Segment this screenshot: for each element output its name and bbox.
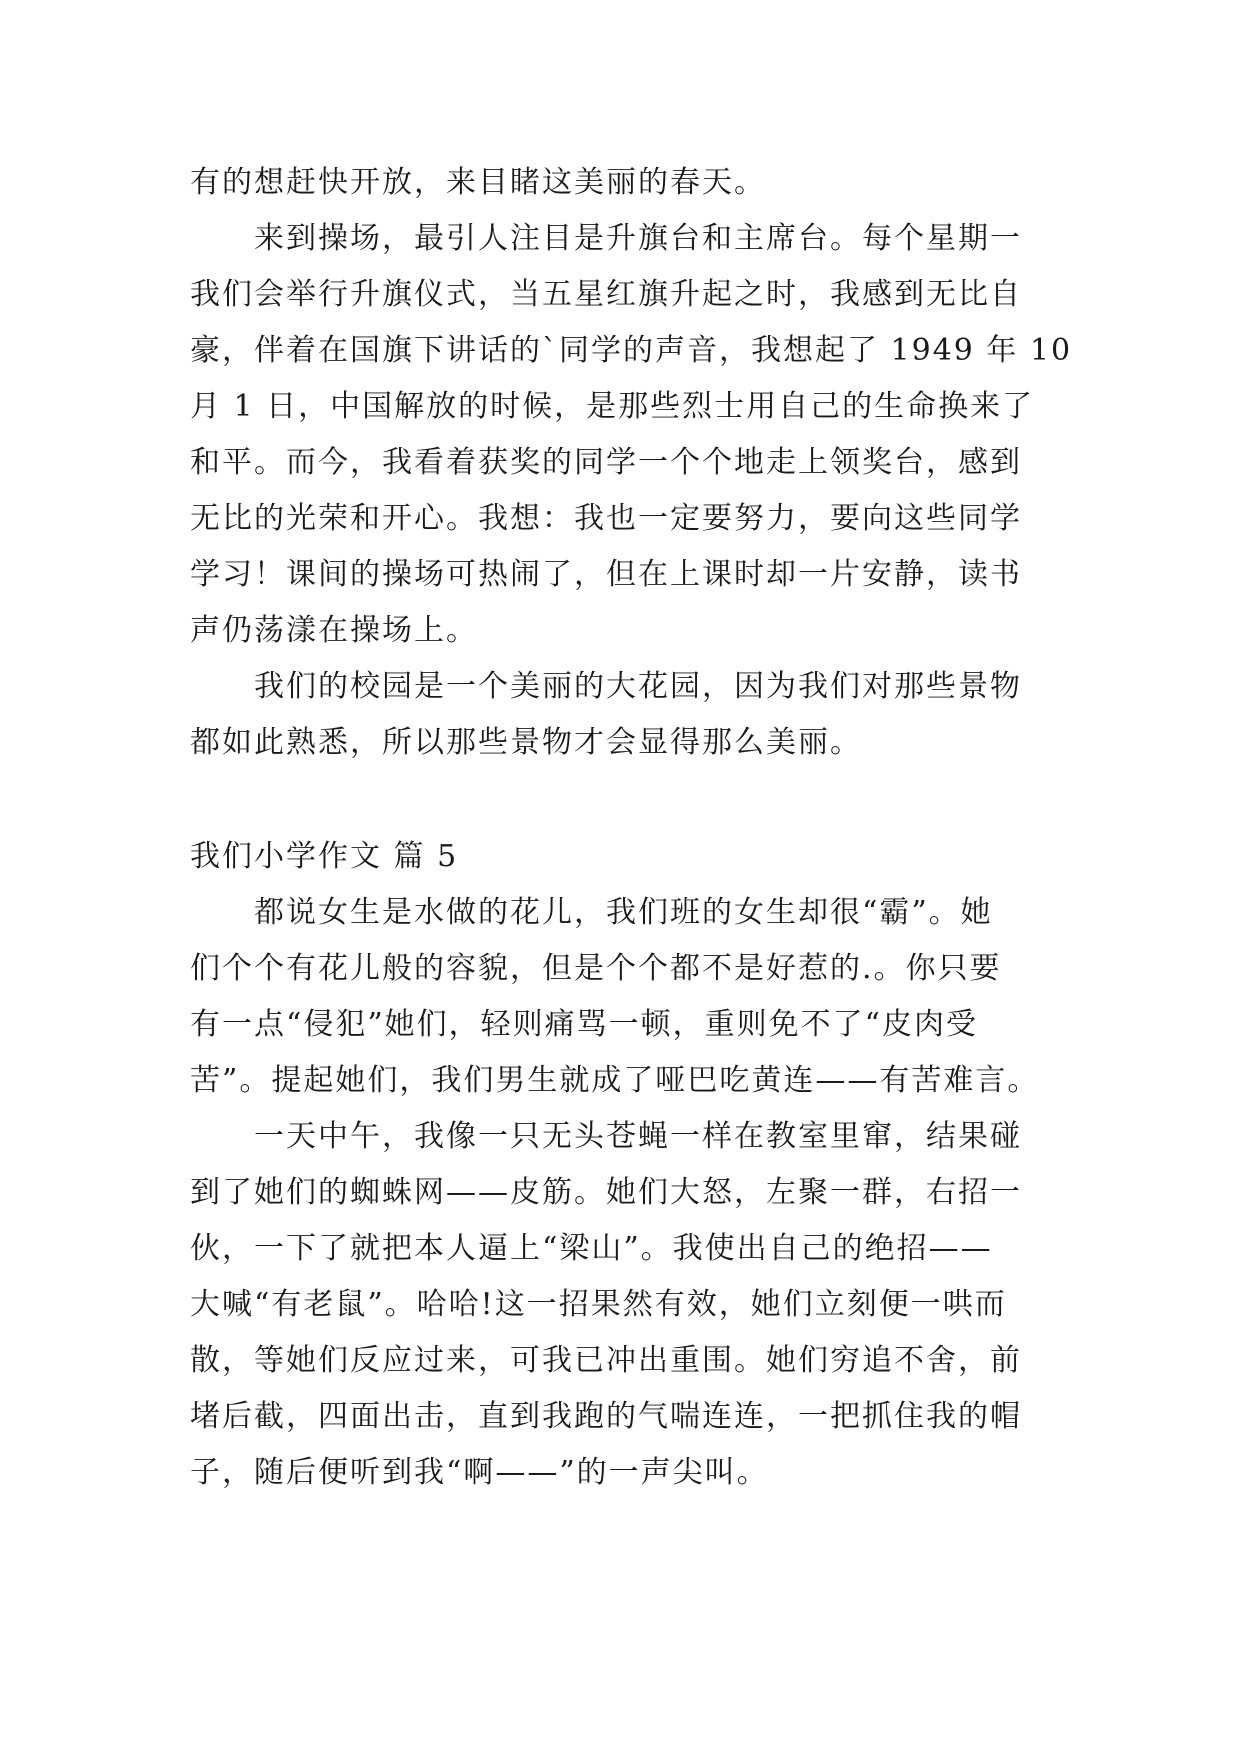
paragraph-line: 豪，伴着在国旗下讲话的`同学的声音，我想起了 1949 年 10: [190, 333, 1073, 368]
paragraph-line: 们个个有花儿般的容貌，但是个个都不是好惹的.。你只要: [190, 951, 1002, 986]
section-gap: [190, 771, 1070, 827]
paragraph-line: 有的想赶快开放，来目睹这美丽的春天。: [190, 165, 766, 200]
paragraph-line: 一天中午，我像一只无头苍蝇一样在教室里窜，结果碰: [254, 1119, 1022, 1154]
paragraph-line: 堵后截，四面出击，直到我跑的气喘连连，一把抓住我的帽: [190, 1399, 1022, 1434]
paragraph-line: 我们的校园是一个美丽的大花园，因为我们对那些景物: [254, 669, 1022, 704]
paragraph-line: 伙，一下了就把本人逼上“梁山”。我使出自己的绝招——: [190, 1231, 993, 1266]
paragraph-line: 大喊“有老鼠”。哈哈!这一招果然有效，她们立刻便一哄而: [190, 1287, 1007, 1322]
document-body: [190, 155, 1073, 1501]
paragraph-line: 学习！课间的操场可热闹了，但在上课时却一片安静，读书: [190, 557, 1022, 592]
paragraph-line: 来到操场，最引人注目是升旗台和主席台。每个星期一: [254, 221, 1022, 256]
paragraph-line: 我们会举行升旗仪式，当五星红旗升起之时，我感到无比自: [190, 277, 1022, 312]
paragraph-line: 都如此熟悉，所以那些景物才会显得那么美丽。: [190, 725, 862, 760]
paragraph-line: 和平。而今，我看着获奖的同学一个个地走上领奖台，感到: [190, 445, 1022, 480]
paragraph-line: 到了她们的蜘蛛网——皮筋。她们大怒，左聚一群，右招一: [190, 1175, 1022, 1210]
paragraph-line: 声仍荡漾在操场上。: [190, 613, 478, 648]
paragraph-line: 无比的光荣和开心。我想：我也一定要努力，要向这些同学: [190, 501, 1022, 536]
paragraph-line: 都说女生是水做的花儿，我们班的女生却很“霸”。她: [254, 895, 993, 930]
paragraph-line: 有一点“侵犯”她们，轻则痛骂一顿，重则免不了“皮肉受: [190, 1007, 979, 1042]
paragraph-line: 苦”。提起她们，我们男生就成了哑巴吃黄连——有苦难言。: [190, 1063, 1040, 1098]
paragraph-line: 子，随后便听到我“啊——”的一声尖叫。: [190, 1455, 769, 1490]
section-heading: 我们小学作文 篇 5: [190, 839, 459, 874]
paragraph-line: 散，等她们反应过来，可我已冲出重围。她们穷追不舍，前: [190, 1343, 1022, 1378]
paragraph-line: 月 1 日，中国解放的时候，是那些烈士用自己的生命换来了: [190, 389, 1035, 424]
